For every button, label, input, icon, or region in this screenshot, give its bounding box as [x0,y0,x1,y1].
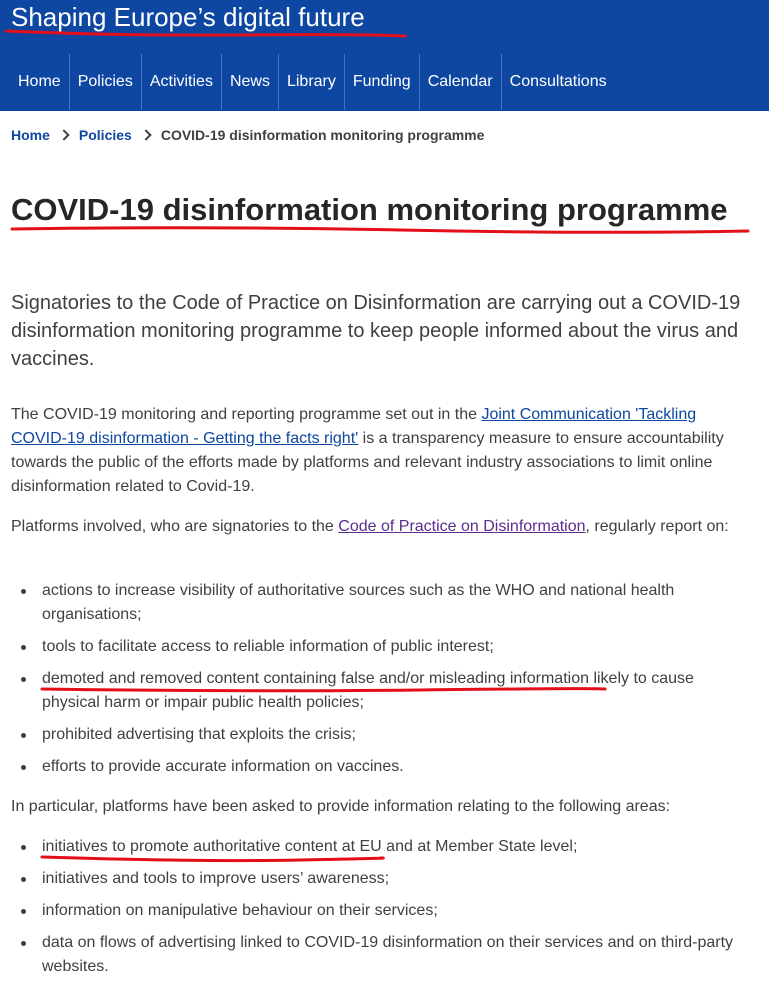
areas-paragraph: In particular, platforms have been asked to provide information relating to the following areas: [11,798,671,815]
bullet-icon [21,845,26,850]
code-of-practice-link[interactable]: Code of Practice on Disinformation [338,518,586,535]
nav-policies[interactable]: Policies [69,54,141,110]
nav-funding[interactable]: Funding [344,54,419,110]
bullet-icon [21,877,26,882]
list-item-text: information on manipulative behaviour on their services; [42,902,438,919]
breadcrumb [11,127,484,143]
bullet-icon [21,941,26,946]
report-list [11,579,741,787]
breadcrumb-current: COVID-19 disinformation monitoring programme [160,127,485,143]
list-item-text: initiatives and tools to improve users’ awareness; [42,870,390,887]
bullet-icon [21,677,26,682]
list-item-text: prohibited advertising that exploits the crisis; [42,726,356,743]
list-item [11,835,741,859]
bullet-icon [21,645,26,650]
list-item [11,899,741,923]
chevron-right-icon [141,128,152,142]
nav-consultations[interactable]: Consultations [501,54,615,110]
nav-home[interactable]: Home [18,73,61,90]
bullet-icon [21,589,26,594]
list-item [11,723,741,747]
page-title: COVID-19 disinformation monitoring programme [11,192,728,227]
list-item [11,667,741,715]
nav-library[interactable]: Library [278,54,344,110]
list-item [11,579,741,627]
underline-page-title [12,228,748,233]
site-title[interactable]: Shaping Europe’s digital future [11,2,365,32]
intro-paragraph [11,403,736,499]
bullet-icon [21,733,26,738]
intro-text-after: is a transparency measure to ensure accountability towards the public of the efforts made by platforms and relevant industry associations to limit online disinformation related to Covid-19. [11,430,724,495]
breadcrumb-home[interactable]: Home [11,127,50,143]
lead-paragraph: Signatories to the Code of Practice on Disinformation are carrying out a COVID-19 disinformation monitoring programme to keep people informed about the virus and vaccines. [11,292,741,370]
bullet-icon [21,909,26,914]
chevron-right-icon [59,128,70,142]
list-item-text: actions to increase visibility of authoritative sources such as the WHO and national health organisations; [42,582,675,623]
list-item [11,867,741,891]
joint-communication-link[interactable]: Joint Communication 'Tackling COVID-19 disinformation - Getting the facts right' [11,406,697,447]
list-item [11,931,741,979]
platforms-text-before: Platforms involved, who are signatories to the [11,518,339,535]
nav-calendar[interactable]: Calendar [419,54,501,110]
list-item [11,755,741,779]
list-item-text: tools to facilitate access to reliable information of public interest; [42,638,494,655]
nav-activities[interactable]: Activities [141,54,221,110]
list-item [11,635,741,659]
platforms-paragraph [11,515,736,539]
areas-list [11,835,741,987]
breadcrumb-policies[interactable]: Policies [78,127,132,143]
intro-text-before: The COVID-19 monitoring and reporting programme set out in the [11,406,482,423]
bullet-icon [21,765,26,770]
list-item-text: efforts to provide accurate information on vaccines. [42,758,404,775]
main-nav [10,54,615,110]
nav-news[interactable]: News [221,54,278,110]
list-item-text: initiatives to promote authoritative content at EU and at Member State level; [42,838,578,855]
list-item-text: data on flows of advertising linked to COVID-19 disinformation on their services and on third-party websites. [42,934,734,975]
platforms-text-after: , regularly report on: [585,518,729,535]
site-header [0,0,769,111]
list-item-text: demoted and removed content containing false and/or misleading information likely to cause physical harm or impair public health policies; [42,670,694,711]
